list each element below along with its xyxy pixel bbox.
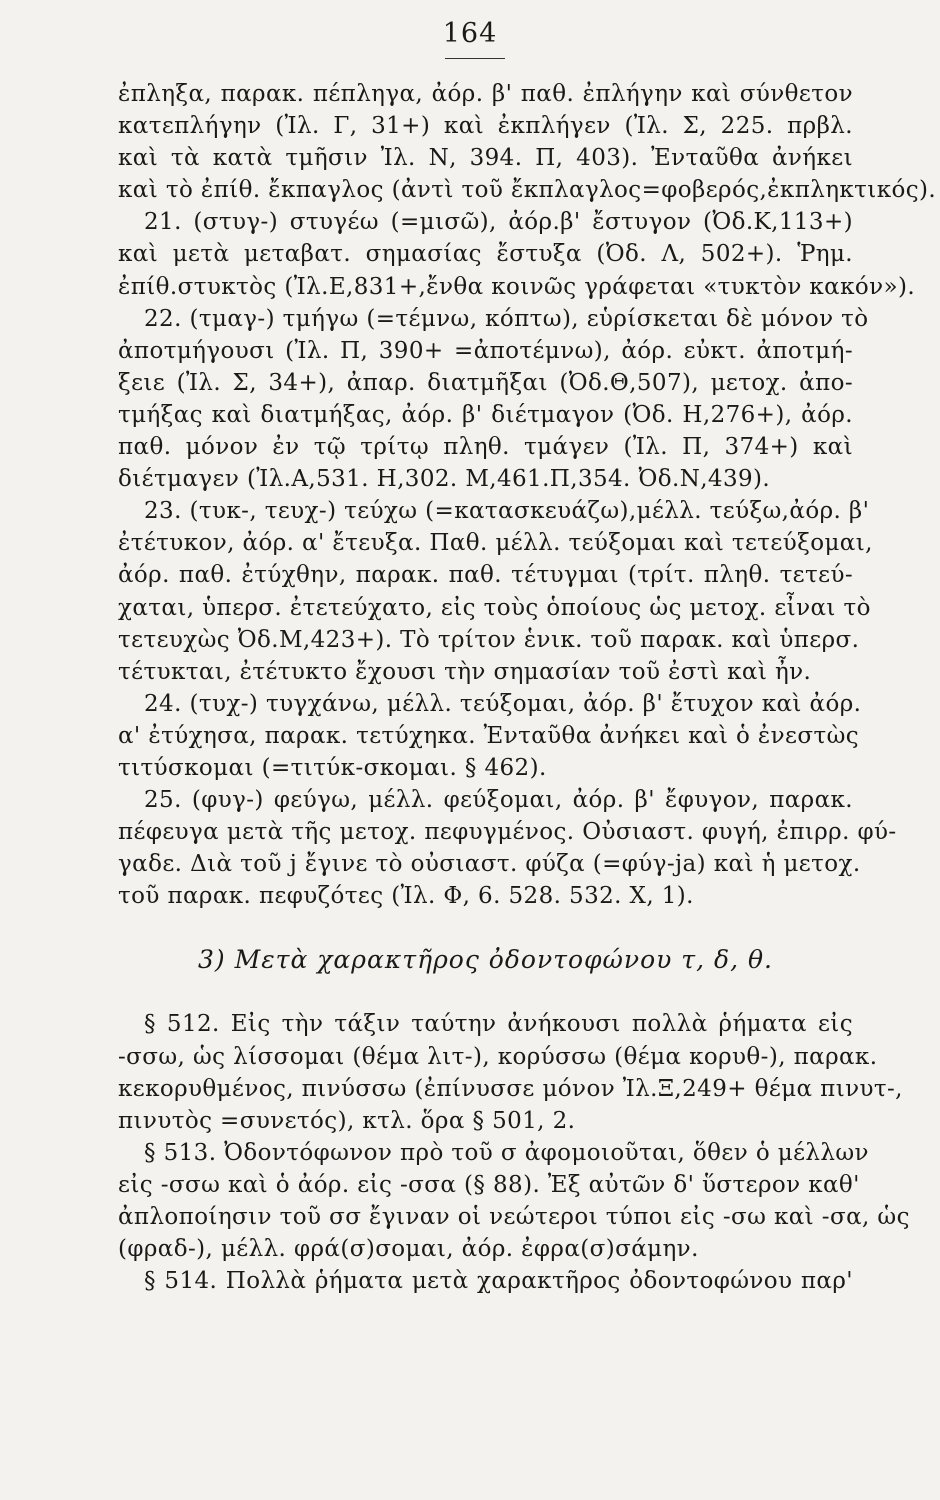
- text-line: 22. (τμαγ-) τμήγω (=τέμνω, κόπτω), εὑρίσκεται δὲ μόνον τὸ: [144, 305, 869, 332]
- text-line: ἀόρ. παθ. ἐτύχθην, παρακ. παθ. τέτυγμαι (τρίτ. πληθ. τετεύ-: [118, 562, 853, 589]
- text-line: ἐπληξα, παρακ. πέπληγα, ἀόρ. β' παθ. ἐπλήγην καὶ σύνθετον: [118, 81, 853, 107]
- text-line: 23. (τυκ-, τευχ-) τεύχω (=κατασκευάζω),μέλλ. τεύξω,ἀόρ. β': [144, 498, 870, 525]
- text-line: 24. (τυχ-) τυγχάνω, μέλλ. τεύξομαι, ἀόρ. β' ἔτυχον καὶ ἀόρ.: [144, 690, 862, 717]
- text-line: τετευχὼς Ὀδ.Μ,423+). Τὸ τρίτον ἑνικ. τοῦ παρακ. καὶ ὑπερσ.: [118, 626, 860, 653]
- text-line: παθ. μόνον ἐν τῷ τρίτῳ πληθ. τμάγεν (Ἰλ. Π, 374+) καὶ: [118, 434, 853, 461]
- text-line: 25. (φυγ-) φεύγω, μέλλ. φεύξομαι, ἀόρ. β' ἔφυγον, παρακ.: [144, 787, 853, 814]
- text-line: πέφευγα μετὰ τῆς μετοχ. πεφυγμένος. Οὐσιαστ. φυγή, ἐπιρρ. φύ-: [118, 819, 897, 846]
- text-line: καὶ μετὰ μεταβατ. σημασίας ἔστυξα (Ὀδ. Λ, 502+). Ῥημ.: [118, 241, 853, 268]
- text-line: τέτυκται, ἐτέτυκτο ἔχουσι τὴν σημασίαν τοῦ ἐστὶ καὶ ἦν.: [118, 658, 812, 685]
- body-text: [118, 78, 937, 1297]
- text-line: καὶ τὰ κατὰ τμῆσιν Ἰλ. Ν, 394. Π, 403). Ἐνταῦθα ἀνήκει: [118, 145, 853, 172]
- text-line: α' ἐτύχησα, παρακ. τετύχηκα. Ἐνταῦθα ἀνήκει καὶ ὁ ἐνεστὼς: [118, 722, 860, 749]
- page-number: 164: [442, 18, 498, 49]
- text-line: κατεπλήγην (Ἰλ. Γ, 31+) καὶ ἐκπλήγεν (Ἰλ. Σ, 225. πρβλ.: [118, 113, 853, 140]
- text-line: χαται, ὑπερσ. ἐτετεύχατο, εἰς τοὺς ὁποίους ὡς μετοχ. εἶναι τὸ: [118, 594, 871, 621]
- text-line: καὶ τὸ ἐπίθ. ἔκπαγλος (ἀντὶ τοῦ ἔκπλαγλος=φοβερός,ἐκπληκτικός).: [118, 177, 937, 204]
- text-line: διέτμαγεν (Ἰλ.Α,531. Η,302. Μ,461.Π,354. Ὀδ.Ν,439).: [118, 466, 771, 493]
- text-line: ἐπίθ.στυκτὸς (Ἰλ.Ε,831+,ἔνθα κοινῶς γράφεται «τυκτὸν κακόν»).: [118, 273, 916, 300]
- text-line: πινυτὸς =συνετός), κτλ. ὅρα § 501, 2.: [118, 1107, 576, 1134]
- text-line: τμήξας καὶ διατμήξας, ἀόρ. β' διέτμαγον (Ὀδ. Η,276+), ἀόρ.: [118, 401, 853, 428]
- text-line: ἐτέτυκον, ἀόρ. α' ἔτευξα. Παθ. μέλλ. τεύξομαι καὶ τετεύξομαι,: [118, 530, 873, 557]
- text-line: § 514. Πολλὰ ῥήματα μετὰ χαρακτῆρος ὀδοντοφώνου παρ': [144, 1268, 853, 1295]
- text-line: ξειε (Ἰλ. Σ, 34+), ἀπαρ. διατμῆξαι (Ὀδ.Θ,507), μετοχ. ἀπο-: [118, 369, 853, 396]
- text-line: εἰς -σσω καὶ ὁ ἀόρ. εἰς -σσα (§ 88). Ἐξ αὐτῶν δ' ὕστερον καθ': [118, 1171, 860, 1198]
- text-line: -σσω, ὡς λίσσομαι (θέμα λιτ-), κορύσσω (θέμα κορυθ-), παρακ.: [118, 1043, 878, 1070]
- text-line: τιτύσκομαι (=τιτύκ-σκομαι. § 462).: [118, 754, 547, 781]
- text-line: § 512. Εἰς τὴν τάξιν ταύτην ἀνήκουσι πολλὰ ῥήματα εἰς: [144, 1011, 853, 1038]
- text-line: 21. (στυγ-) στυγέω (=μισῶ), ἀόρ.β' ἔστυγον (Ὀδ.Κ,113+): [144, 209, 853, 236]
- text-line: γαδε. Διὰ τοῦ j ἔγινε τὸ οὐσιαστ. φύζα (=φύγ-ja) καὶ ἡ μετοχ.: [118, 851, 861, 878]
- text-line: § 513. Ὀδοντόφωνον πρὸ τοῦ σ ἀφομοιοῦται, ὅθεν ὁ μέλλων: [144, 1139, 869, 1166]
- section-heading: 3) Μετὰ χαρακτῆρος ὀδοντοφώνου τ, δ, θ.: [198, 945, 773, 975]
- text-line: κεκορυθμένος, πινύσσω (ἐπίνυσσε μόνον Ἰλ.Ξ,249+ θέμα πινυτ-,: [118, 1075, 903, 1102]
- text-line: (φραδ-), μέλλ. φρά(σ)σομαι, ἀόρ. ἐφρα(σ)σάμην.: [118, 1236, 699, 1263]
- text-line: ἀποτμήγουσι (Ἰλ. Π, 390+ =ἀποτέμνω), ἀόρ. εὐκτ. ἀποτμή-: [118, 337, 853, 364]
- text-line: ἀπλοποίησιν τοῦ σσ ἔγιναν οἱ νεώτεροι τύποι εἰς -σω καὶ -σα, ὡς: [118, 1204, 910, 1230]
- text-line: τοῦ παρακ. πεφυζότες (Ἰλ. Φ, 6. 528. 532. Χ, 1).: [118, 883, 694, 910]
- page-number-rule: [445, 58, 505, 59]
